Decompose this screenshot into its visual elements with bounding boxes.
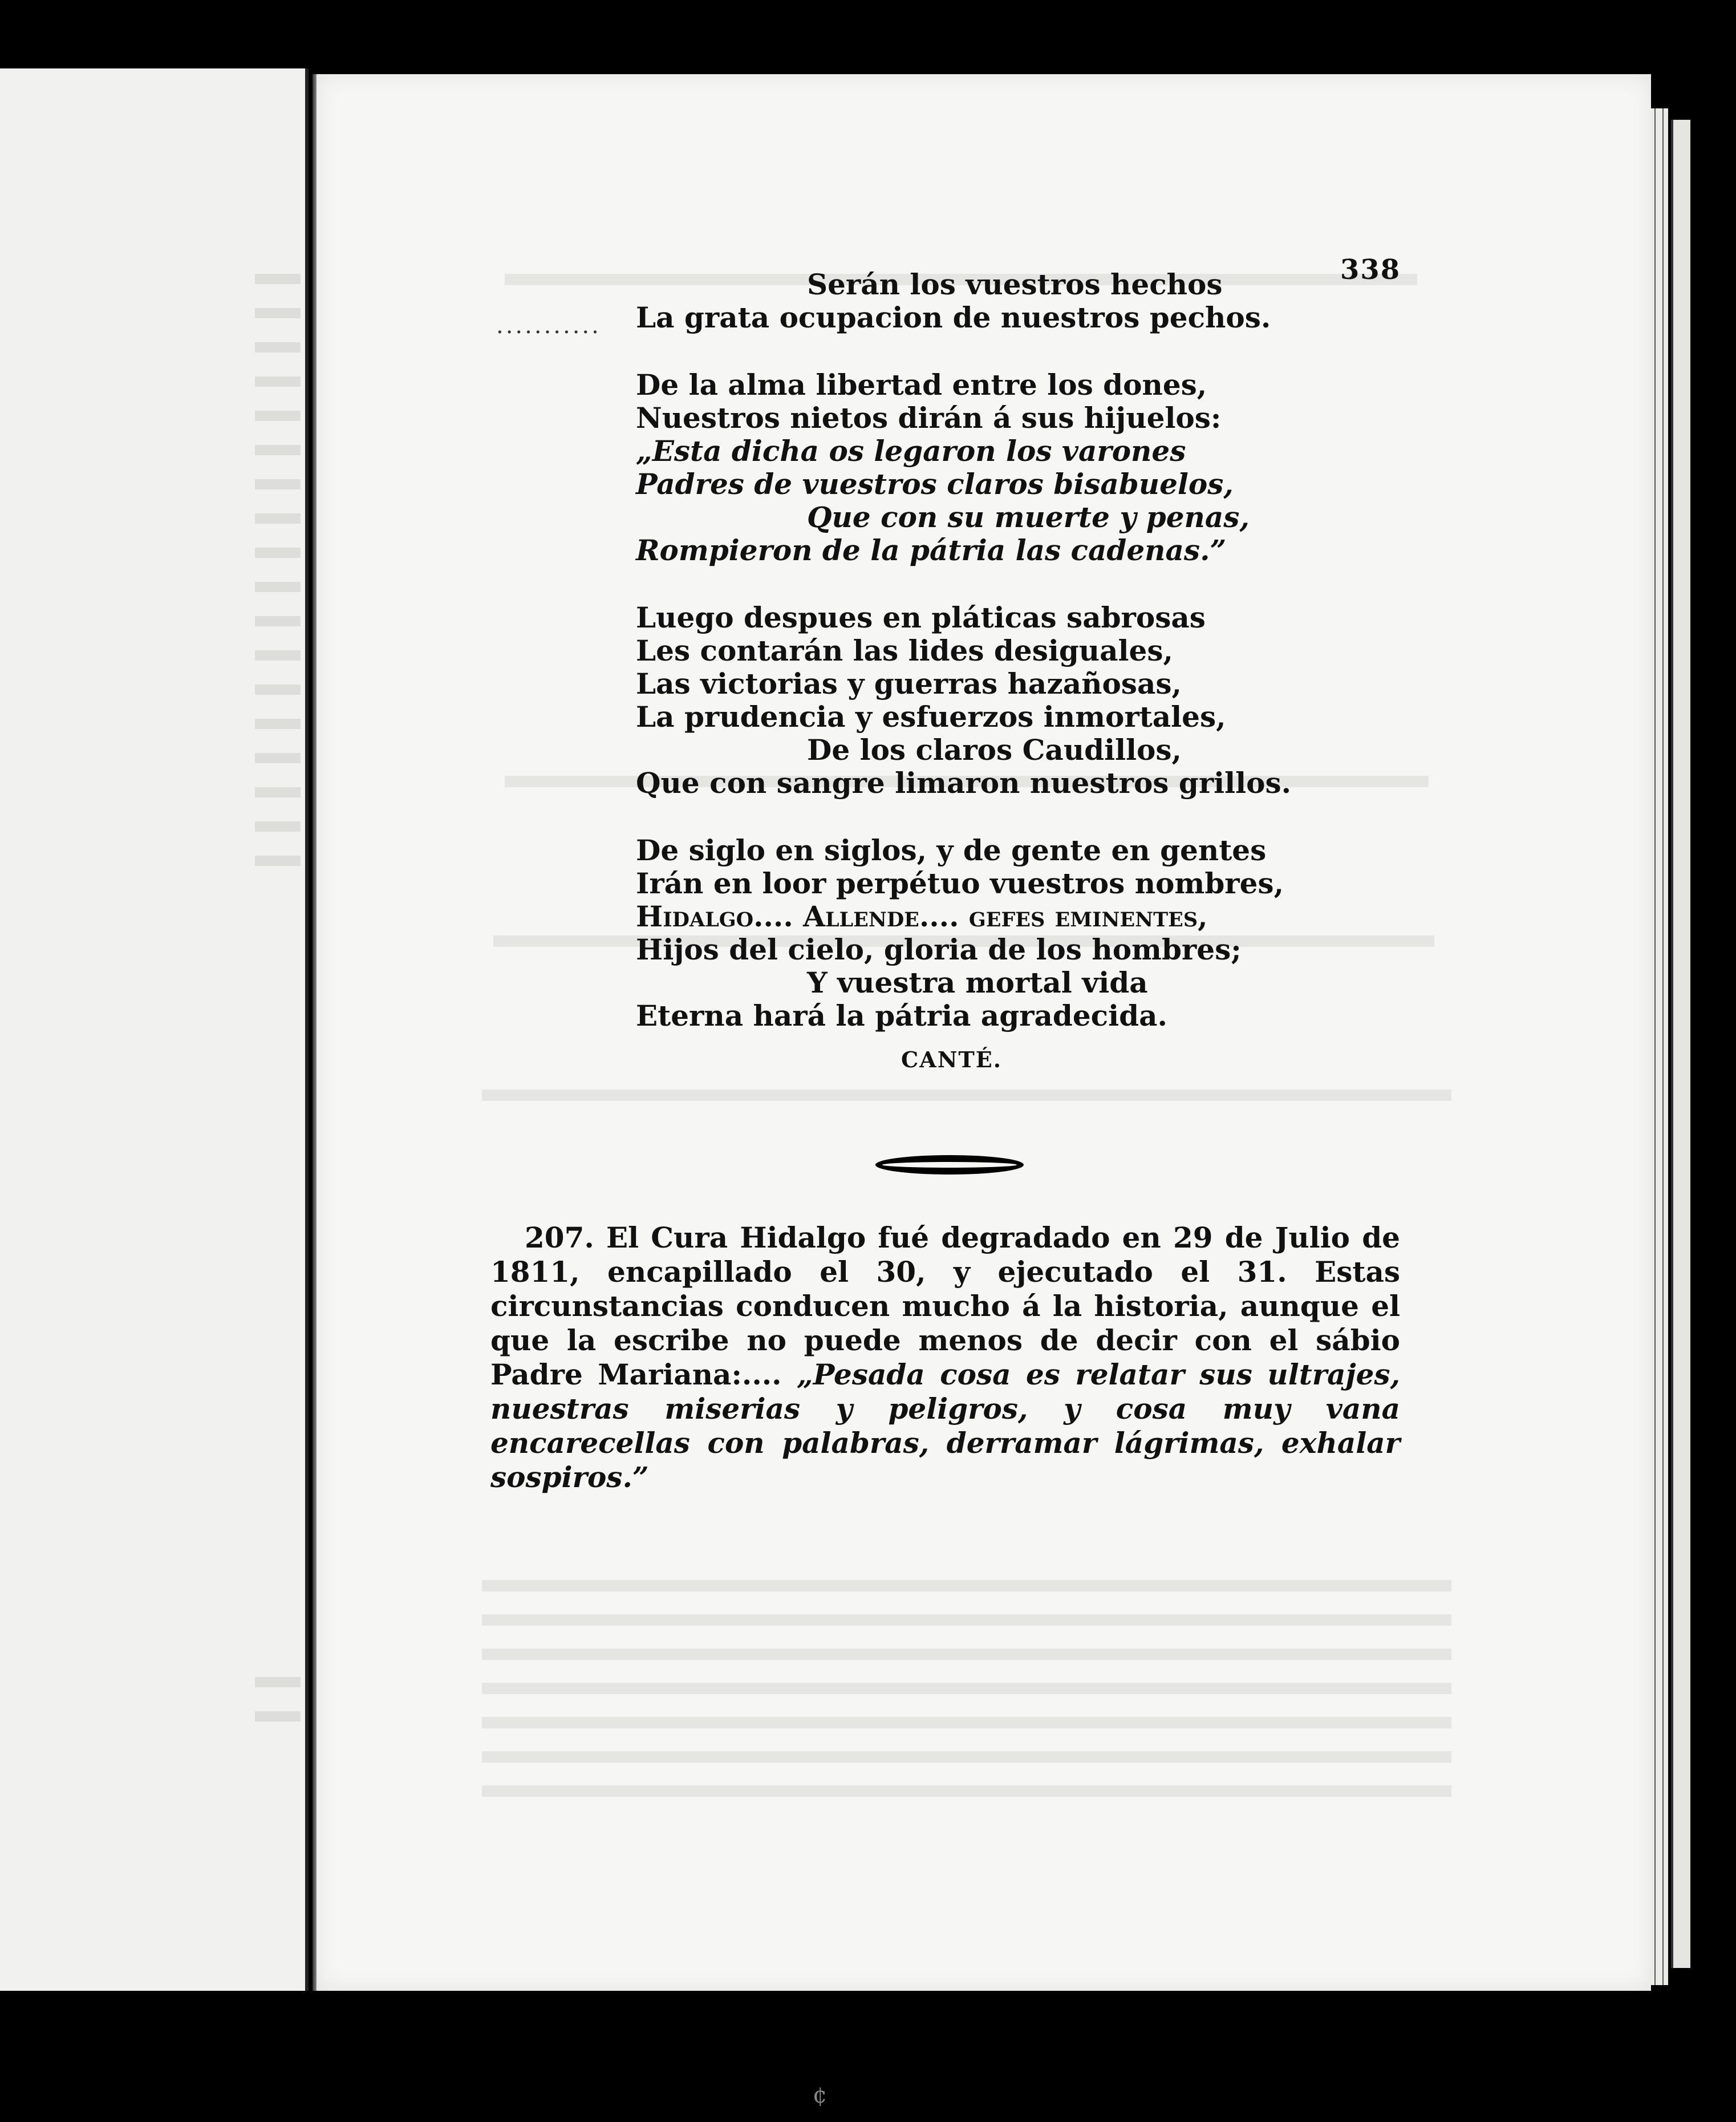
verse-line: Que con su muerte y penas, xyxy=(807,500,1250,534)
bleed-through xyxy=(255,787,301,797)
verse-line: Que con sangre limaron nuestros grillos. xyxy=(636,766,1292,800)
verse-line: De la alma libertad entre los dones, xyxy=(636,368,1207,402)
page-stack-edge xyxy=(1651,108,1668,1985)
verse-line: Y vuestra mortal vida xyxy=(807,966,1148,999)
bleed-through xyxy=(255,582,301,592)
bleed-through xyxy=(255,616,301,626)
bleed-through xyxy=(255,753,301,763)
verse-line: Serán los vuestros hechos xyxy=(807,268,1223,301)
bleed-through xyxy=(482,1580,1451,1592)
poem-signature: CANTÉ. xyxy=(901,1047,1002,1072)
verse-line: Eterna hará la pátria agradecida. xyxy=(636,999,1167,1032)
bleed-through xyxy=(255,685,301,695)
verse-line: Luego despues en pláticas sabrosas xyxy=(636,601,1206,634)
bleed-through xyxy=(482,1683,1451,1694)
bleed-through xyxy=(255,376,301,387)
bleed-through xyxy=(255,548,301,558)
bleed-through xyxy=(255,1711,301,1722)
bleed-through xyxy=(255,308,301,318)
stanza xyxy=(636,368,1434,567)
verse-line: De siglo en siglos, y de gente en gentes xyxy=(636,833,1267,867)
verse-line: Irán en loor perpétuo vuestros nombres, xyxy=(636,866,1284,900)
bleed-through xyxy=(255,274,301,284)
ornament-divider xyxy=(875,1155,1024,1175)
verse-line: Nuestros nietos dirán á sus hijuelos: xyxy=(636,401,1222,435)
verse-line: Las victorias y guerras hazañosas, xyxy=(636,667,1182,700)
stanza xyxy=(636,601,1434,800)
bleed-through xyxy=(255,445,301,455)
paragraph-number: 207. xyxy=(525,1221,594,1254)
paragraph-207 xyxy=(490,1221,1400,1495)
verse-line: La prudencia y esfuerzos inmortales, xyxy=(636,700,1226,734)
bleed-through xyxy=(255,719,301,729)
bleed-through xyxy=(482,1717,1451,1728)
bleed-through xyxy=(255,411,301,421)
bleed-through xyxy=(482,1090,1451,1101)
margin-mark: ¢ xyxy=(813,2082,828,2108)
bleed-through xyxy=(482,1751,1451,1763)
leader-dots: ........... xyxy=(496,313,601,339)
bleed-through xyxy=(255,1677,301,1687)
bleed-through xyxy=(255,342,301,353)
verse-line: Hijos del cielo, gloria de los hombres; xyxy=(636,933,1242,966)
bleed-through xyxy=(255,856,301,866)
page-number: 338 xyxy=(1340,254,1401,286)
left-facing-page xyxy=(0,68,309,1991)
paragraph-text: El Cura Hidalgo fué degradado en 29 de Julio de 1811, encapillado el 30, y ejecutado el 31. Estas circunstancias conducen mucho á la historia, aunque el que la escribe no puede menos de decir con el sábio Padre Mariana:.... xyxy=(490,1221,1400,1391)
verse-line: Rompieron de la pátria las cadenas.” xyxy=(636,533,1227,567)
paragraph-quote: „Pesada cosa es relatar sus ultrajes, nuestras miserias y peligros, y cosa muy vana encarecellas con palabras, derramar lágrimas, exhalar sospiros.” xyxy=(490,1358,1400,1494)
bleed-through xyxy=(255,821,301,832)
verse-line: „Esta dicha os legaron los varones xyxy=(636,434,1186,468)
stanza xyxy=(636,268,1434,334)
stanza xyxy=(636,834,1434,1032)
bleed-through xyxy=(255,513,301,524)
verse-line: Hidalgo.... Allende.... gefes eminentes, xyxy=(636,900,1208,933)
bleed-through xyxy=(255,650,301,661)
verse-line: De los claros Caudillos, xyxy=(807,733,1182,767)
verse-line: La grata ocupacion de nuestros pechos. xyxy=(636,301,1271,334)
bleed-through xyxy=(482,1785,1451,1797)
bleed-through xyxy=(482,1614,1451,1626)
bleed-through xyxy=(482,1649,1451,1660)
page-stack-edge xyxy=(1671,120,1690,1968)
verse-line: Padres de vuestros claros bisabuelos, xyxy=(636,467,1234,501)
poem-verse xyxy=(636,268,1434,1067)
bleed-through xyxy=(255,479,301,489)
verse-line: Les contarán las lides desiguales, xyxy=(636,634,1173,667)
